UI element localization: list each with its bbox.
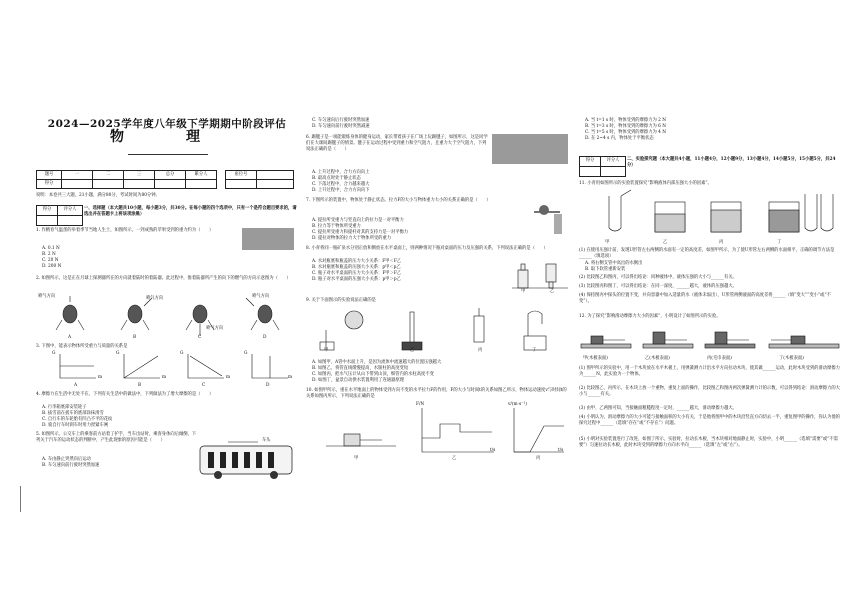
q12-part-4: (4) 小明认为，滑动摩擦力的大小可能与接触面积的大小有关，于是他将图甲中的木块沿竖直方向切去一半，重复图甲的操作，你认为他的探究过程中______（选填“存在”或“不存在”）问题。 [579, 415, 840, 427]
q8-label-yi: 乙 [550, 289, 555, 294]
q2-label-a-dir: 喷气方向 [38, 294, 56, 299]
binding-line [20, 486, 21, 512]
grader-score-label: 得分 [580, 157, 601, 167]
q11-label-bing: 丙 [719, 240, 724, 245]
q6-option-d[interactable]: D. 上升过程中，合力方向向下 [312, 188, 370, 193]
q10-axis-v: v/(m·s⁻¹) [508, 402, 527, 407]
score-cell[interactable] [186, 180, 217, 189]
q4-text: 4. 摩擦力在生活中无处不在，下列有关生活中的做法中，下列做法为了增大摩擦的是（ ） [36, 392, 214, 397]
grader-name-box[interactable] [601, 167, 626, 177]
q2-option-d[interactable]: D [263, 335, 267, 340]
q6-text: 6. 踢毽子是一项能锻炼身体的健身运动，家长带着孩子在广场上玩踢毽子，如图所示，这是同学们在大课间踢毽子的情景。毽子在运动过程中受到重力和空气阻力，且重力大于空气阻力，下列说法正确的是（ ） [306, 135, 488, 153]
q7-option-a[interactable]: A. 提拉所受重力与竖直向上的拉力是一对平衡力 [312, 218, 404, 223]
q3-axis-m-d: m [288, 375, 293, 380]
q10-option-c[interactable]: C. 当 t=5 s 时，物体受到的摩擦力为 4 N [585, 130, 667, 135]
score-cell[interactable] [93, 180, 124, 189]
section1-grader [36, 205, 83, 226]
q10-option-a[interactable]: A. 当 t=1 s 时，物体受到的摩擦力为 2 N [585, 118, 666, 123]
q12-label-jia: 甲(木板表面) [583, 356, 608, 361]
q12-part-5: (5) 小明对实验装置进行了改进，如图丁所示，实验时，拉动长木板，当木块相对地面静止时，实验中，小明______（选填“需要”或“不需要”）匀速拉动长木板，此时木块受到的摩擦力方向水平向______（选填“左”或“右”）。 [579, 437, 838, 449]
q5-option-c[interactable]: C. 车匀速向后行驶时突然加速 [312, 118, 370, 123]
grader-score-box[interactable] [37, 216, 58, 226]
q9-option-b[interactable]: B. 如图乙，将管直线缓慢提高，水银柱的高度变短 [312, 366, 409, 371]
q12-label-yi: 乙(木板表面) [645, 356, 670, 361]
q3-option-d[interactable]: D [266, 383, 270, 388]
section1-heading: 一、选择题（本大题共10小题，每小题3分，共30分。在每小题的四个选项中，只有一个是符合题目要求的，请选出并在答题卡上将该项涂黑） [84, 206, 297, 218]
score-table [36, 170, 294, 189]
q8-option-b[interactable]: B. 水对瓶底和瓶盖的压强大小关系：p甲＜p乙 [312, 265, 401, 270]
q12-part-2: (2) 比较图乙、丙所示，在木块上放一个重物，重复上面的操作，比较图乙和图丙两次弹簧测力计的示数，可以得到结论：滑动摩擦力的大小与______有关。 [579, 386, 840, 398]
q5-option-d[interactable]: D. 车匀速向前行驶时突然减速 [312, 124, 370, 129]
q9-label-jia: 甲 [324, 348, 329, 353]
seat-number-label: 座位号 [226, 171, 257, 180]
q11-part-3: (3) 比较图丙和图丁，可以得出结论：在同一深度，______越大，液体的压强越大。 [579, 284, 737, 289]
q12-friction-setups [579, 324, 841, 358]
q8-option-d[interactable]: D. 瓶子对水平桌面的压强大小关系：p甲＞p乙 [312, 277, 401, 282]
q11-pressure-apparatus [585, 188, 839, 238]
q10-axis-t-bing: t/s [558, 448, 564, 453]
q9-label-yi: 乙 [410, 348, 415, 353]
column-right [579, 0, 841, 609]
q7-figure [530, 198, 568, 238]
q11-text: 11. 小青用如图所示的实验装置探究“影响液体内部压强大小的因素”。 [579, 181, 712, 186]
q3-axis-g-b: G [116, 351, 120, 356]
grader-name-label: 评分人 [601, 157, 626, 167]
q5-option-b[interactable]: B. 车匀速向前行驶时突然加速 [42, 463, 100, 468]
score-cell[interactable] [124, 180, 155, 189]
q7-option-c[interactable]: C. 提拉所受重力和提杆对其的支持力是一对平衡力 [312, 230, 409, 235]
q10-text: 10. 如图甲所示，重在水平地面上的物体受到方向不变的水平拉力F的作用，F的大小与时间t的关系如图乙所示，物体运动速度v与时间t的关系如图丙所示，下列说法正确的是 [306, 388, 567, 400]
grader-name-label: 评分人 [58, 206, 83, 216]
q12-part-1: (1) 图甲所示的实验中，用一个木块放在水平木板上，用弹簧测力计沿水平方向拉动木块，使其做______运动，此时木块受到的滑动摩擦力为______N，此实验为一个物体。 [579, 366, 840, 378]
q2-option-a[interactable]: A [68, 335, 72, 340]
q4-option-b[interactable]: B. 拔雪前在扳车的底部涂抹滑雪 [42, 411, 104, 416]
q5-text: 5. 如图所示，公交车上的乘客前方站着了护手，当车出站时，乘客身体向后倾倒，下列关于汽车的运动状态的判断中，产生此现象的原因可能是（ ） [36, 432, 197, 444]
q7-option-b[interactable]: B. 拉力等于物体所受重力 [312, 224, 361, 229]
seat-number-box[interactable] [226, 180, 257, 189]
q5-option-a[interactable]: A. 车由静止突然向后运动 [42, 457, 91, 462]
q1-text: 1. 作精育气温蛋的举着季节当地人生士，如图所示，一到成熟的苹果受到的重力约为（ ） [36, 228, 214, 233]
q6-photo [492, 134, 568, 164]
q3-axis-m-b: m [162, 375, 167, 380]
q2-label-d-dir: 喷气方向 [252, 294, 270, 299]
q12-label-bing: 丙(毛巾表面) [707, 356, 732, 361]
q12-label-ding: 丁(木板表面) [779, 356, 804, 361]
q5-bus-figure [198, 440, 296, 480]
seat-number-box[interactable] [257, 171, 294, 180]
q11-option-a[interactable]: A. 将右侧支管中高出的水倒出 [585, 261, 643, 266]
q11-part-4: (4) 保持图丙中探头的位置不变，并向容器中加入适量的水（液体未溢出），U形管两侧液面的高度差将______（填“变大”“变小”或“不变”）。 [579, 293, 831, 305]
q3-axis-g-c: G [180, 351, 184, 356]
q6-option-a[interactable]: A. 上升过程中，合力方向向上 [312, 170, 370, 175]
q3-axis-g-d: G [244, 351, 248, 356]
q1-option-c[interactable]: C. 20 N [42, 258, 59, 263]
q1-option-d[interactable]: D. 200 N [42, 264, 62, 269]
q8-option-c[interactable]: C. 瓶子对水平桌面的压力大小关系：F甲＞F乙 [312, 271, 402, 276]
q6-option-c[interactable]: C. 下落过程中，合力越来越大 [312, 182, 370, 187]
q3-option-c[interactable]: C [202, 383, 206, 388]
q12-part-3: (3) 由甲、乙两图可知，当接触面粗糙程度一定时，______越大，滑动摩擦力越大。 [579, 406, 737, 411]
q10-axis-f: F/N [416, 402, 425, 407]
q2-option-b[interactable]: B [133, 335, 137, 340]
score-head-num: 题号 [37, 171, 62, 180]
q9-text: 9. 关于下面图示的实验说法正确的是 [306, 298, 376, 303]
q10-figures [326, 404, 566, 464]
q3-axis-g-a: G [52, 351, 56, 356]
q3-axis-m-a: m [98, 375, 103, 380]
grader-score-label: 得分 [37, 206, 58, 216]
q11-part-2: (2) 比较图乙和图丙，可以得出结论：同种液体中，液体压强的大小与______有关。 [579, 275, 737, 280]
title-rule [128, 154, 208, 155]
q6-option-b[interactable]: B. 最高点时处于静止状态 [312, 176, 361, 181]
q8-option-a[interactable]: A. 水对瓶底和瓶盖的压力大小关系：F甲＜F乙 [312, 259, 402, 264]
q10-label-bing: 丙 [536, 456, 541, 461]
score-cell[interactable] [62, 180, 93, 189]
q9-label-bing: 丙 [478, 348, 483, 353]
section2-grader [579, 156, 626, 177]
q1-option-a[interactable]: A. 0.1 N [42, 246, 60, 251]
q9-option-c[interactable]: C. 如图丙，把水气压计从山下带到山顶，细管内的水柱高度不变 [312, 372, 434, 377]
q9-option-d[interactable]: D. 如图丁，盆景自动供水装置利用了连通器原理 [312, 378, 404, 383]
score-cell[interactable] [155, 180, 186, 189]
q7-option-d[interactable]: D. 提拉对物体的拉力大于物体所受的重力 [312, 236, 392, 241]
q11-option-b[interactable]: B. 取下软管重新安装 [585, 267, 626, 272]
q4-option-c[interactable]: C. 自行车的车轮胎有凹凸不平的花纹 [42, 417, 113, 422]
q11-label-yi: 乙 [663, 240, 668, 245]
score-head-1: 一 [62, 171, 93, 180]
column-left [36, 0, 298, 609]
q10-label-jia: 甲 [354, 456, 359, 461]
q4-option-a[interactable]: A. 行李箱底部安装轮子 [42, 405, 87, 410]
q9-label-ding: 丁 [532, 348, 537, 353]
q4-option-d[interactable]: D. 骑自行车时刹车时用力捏紧车闸 [42, 423, 109, 428]
exam-notice: 说明：本卷共三大题，21小题，满分80分，考试时间为80分钟。 [36, 193, 160, 198]
q10-option-b[interactable]: B. 当 t=3 s 时，物体受到的摩擦力为 6 N [585, 124, 667, 129]
q2-label-b-dir: 喷气方向 [146, 296, 164, 301]
exam-title: 2024—2025学年度八年级下学期期中阶段评估 [47, 118, 287, 130]
exam-subject: 物 理 [110, 129, 224, 145]
q1-photo [242, 228, 294, 250]
q2-option-c[interactable]: C [198, 335, 202, 340]
q11-part-1: (1) 在使用压强计前，发现U形管左右两侧的水面有一定的高度差，如图甲所示，为了使U形管左右两侧的水面相平，正确的调节方法是______（填选项） [579, 248, 835, 260]
q11-label-jia: 甲 [605, 240, 610, 245]
score-row-label: 得分 [37, 180, 62, 189]
q3-option-a[interactable]: A [74, 383, 78, 388]
seat-number-box[interactable] [257, 180, 294, 189]
score-head-2: 二 [93, 171, 124, 180]
q12-text: 12. 为了探究“影响滑动摩擦力大小的因素”，小明设计了如图所示的实验。 [579, 314, 721, 319]
q10-axis-t-yi: t/s [490, 448, 496, 453]
score-head-summer: 累分人 [186, 171, 217, 180]
q8-text: 8. 小青将同一瓶矿泉水分别正放和倒放在水平桌面上，则两种情况下瓶对桌面的压力及压强的关系，下列说法正确的是（ ） [306, 246, 548, 251]
q7-text: 7. 下图所示的装置中，物体处于静止状态。拉力F的大小与物体重力大小的关系正确的是（ ） [306, 198, 491, 203]
score-head-total: 总分 [155, 171, 186, 180]
q5-bus-front-label: 车头 [262, 438, 271, 443]
q11-label-ding: 丁 [777, 240, 782, 245]
q3-axis-m-c: m [226, 375, 231, 380]
q3-option-b[interactable]: B [138, 383, 142, 388]
q8-label-jia: 甲 [521, 289, 526, 294]
column-middle [306, 0, 568, 609]
section2-heading: 二、实验探究题（本大题共4小题，11小题4分，12小题9分，13小题4分，14小题5分，15小题5分，共24分） [627, 157, 836, 169]
q2-label-c-dir: 喷气方向 [206, 326, 224, 331]
score-head-3: 三 [124, 171, 155, 180]
q10-option-d[interactable]: D. 在 2~4 s 内，物体处于平衡状态 [585, 136, 654, 141]
grader-score-box[interactable] [580, 167, 601, 177]
q2-text: 2. 如图所示，这是正在月球上探测器所在的方向就着陆时的着陆器。此过程中，推着陆器所产生的向下的燃气的方向示意图为（ ） [36, 276, 291, 281]
q10-label-yi: 乙 [452, 456, 457, 461]
grader-name-box[interactable] [58, 216, 83, 226]
q3-text: 3. 下图中，能表示物体所受重力与质量的关系是 [36, 344, 128, 349]
q1-option-b[interactable]: B. 2 N [42, 252, 56, 257]
q9-apparatus [316, 306, 566, 356]
q9-option-a[interactable]: A. 如图甲，A管中水面上升，是因为流体中流速越大的位置压强越大 [312, 360, 442, 365]
